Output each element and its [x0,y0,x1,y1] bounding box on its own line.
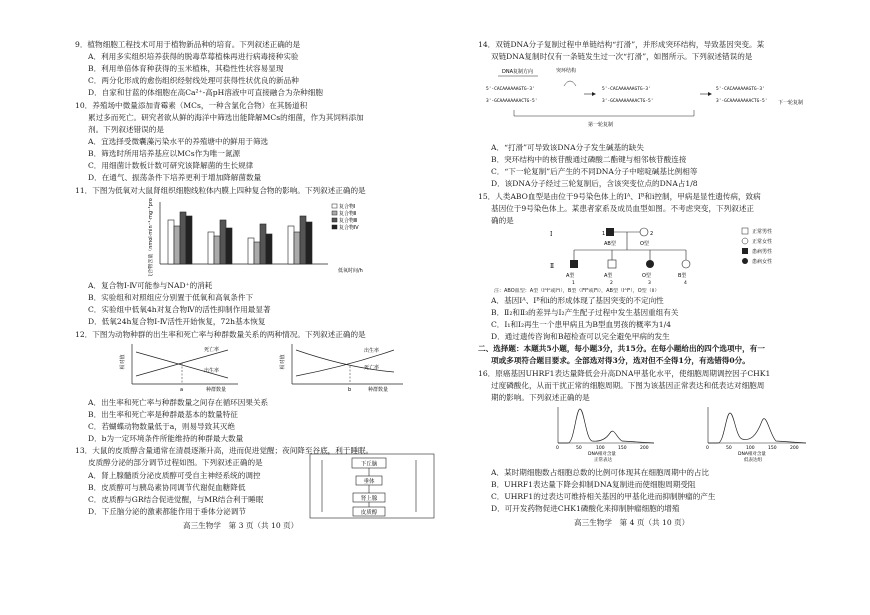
q10-option-c: C．用细菌计数板计数可研究该降解菌的生长规律 [88,161,254,170]
svg-text:第一轮复制: 第一轮复制 [588,122,614,128]
q11-ylabel: 复合物含量（nmol·min⁻¹·mg⁻¹pro） [148,198,154,276]
svg-text:DNA相对含量: DNA相对含量 [588,452,616,457]
left-page-footer: 高三生物学 第 3 页（共 10 页） [183,521,299,530]
q16-stem-line2: 过度磷酸化，从而干扰正常的细胞周期。下图为该基因正常表达和低表达对细胞周 [491,381,765,390]
q15-option-d: D．通过遗传咨询和B超检查可以完全避免甲病的发生 [491,332,670,341]
q12-option-d: D．b为一定环境条件所能维持的种群最大数量 [88,434,244,443]
svg-text:O型: O型 [642,273,651,279]
q12-graphs [118,342,418,394]
svg-text:2: 2 [650,231,654,237]
q14-stem-line1: 14．双链DNA分子复制过程中单链结构“打滑”，并形成突环结构，导致基因突变。某 [478,40,765,49]
q16-option-d: D．可开发药物促进CHK1磷酸化来抑制肿瘤细胞的增殖 [491,504,680,513]
svg-text:b: b [348,387,352,393]
q12-option-b: B．出生率和死亡率是种群最基本的数量特征 [88,410,238,419]
q11-option-d: D．低氧24h复合物Ⅰ-Ⅳ活性开始恢复，72h基本恢复 [88,317,266,326]
svg-text:DNA相对含量: DNA相对含量 [738,452,766,457]
svg-text:3'-GCAAAAAAAACTG-5': 3'-GCAAAAAAAACTG-5' [602,99,654,104]
q9-option-d: D．自家和甘蓝的体细胞在高Ca²⁺-高pH溶液中可直接融合为杂种细胞 [88,88,323,97]
svg-text:B型: B型 [678,273,687,279]
svg-text:2: 2 [610,281,613,286]
right-page-footer: 高三生物学 第 4 页（共 10 页） [574,518,690,527]
q11-option-a: A．复合物Ⅰ-Ⅳ可能参与NAD⁺的消耗 [88,281,213,290]
q16-option-c: C．UHRF1的过表达可维持相关基因的甲基化进而抑制肿瘤的产生 [491,492,716,501]
svg-text:5'-CACAAAAAAGTG-3': 5'-CACAAAAAAGTG-3' [716,87,765,92]
svg-text:DNA复制方向: DNA复制方向 [502,69,534,75]
q14-stem-line2: 双链DNA复制时仅有一条链发生过一次“打滑”，如图所示。下列叙述错误的是 [491,52,753,61]
q13-diagram [308,452,436,520]
q15-stem-line1: 15．人类ABO血型是由位于9号染色体上的Iᴬ、Iᴮ和i控制，甲病是显性遗传病，致病 [478,192,761,201]
q15-option-c: C．Ⅰ₁和Ⅰ₂再生一个患甲病且为B型血男孩的概率为1/4 [491,320,671,329]
svg-text:200: 200 [790,446,799,451]
svg-text:复合物Ⅳ: 复合物Ⅳ [339,225,359,231]
svg-text:肾上腺: 肾上腺 [360,496,378,502]
svg-text:O型: O型 [640,241,649,247]
svg-text:a: a [180,387,184,393]
q10-option-d: D．在通气、振荡条件下培养更利于增加降解菌数量 [88,173,262,182]
svg-text:A型: A型 [604,273,613,279]
svg-text:死亡率: 死亡率 [364,365,380,371]
section2-header-line2: 项或多项符合题目要求。全部选对得3分，选对但不全得1分，有选错得0分。 [491,356,750,365]
q14-option-b: B．突环结构中的核苷酸通过磷酸二酯键与相邻核苷酸连接 [491,155,687,164]
svg-text:0: 0 [706,446,709,451]
q11-bar-chart [148,198,378,276]
q16-option-a: A．某时期细胞数占细胞总数的比例可体现其在细胞周期中的占比 [491,468,710,477]
svg-text:50: 50 [726,446,732,451]
q13-stem-line1: 13．大鼠的皮质醇含量通常在清晨逐渐升高，进而促进觉醒；夜间降至谷底，利于睡眠。 [75,446,374,455]
svg-text:低表达组: 低表达组 [744,458,762,463]
q12-stem: 12．下图为动物种群的出生率和死亡率与种群数量关系的两种情况。下列叙述正确的是 [75,330,366,339]
svg-text:3'-GCAAAAAAAACTG-5': 3'-GCAAAAAAAACTG-5' [716,99,768,104]
svg-text:5'-CACAAAAAAGTG-3': 5'-CACAAAAAAGTG-3' [602,87,651,92]
svg-text:下一轮复制: 下一轮复制 [778,100,804,106]
svg-text:正常女性: 正常女性 [752,239,773,245]
svg-text:AB型: AB型 [604,241,616,247]
q13-option-b: B．皮质醇可与胰岛素协同调节代谢促血糖降低 [88,483,246,492]
svg-text:突环结构: 突环结构 [556,68,577,74]
right-page [474,0,846,615]
q16-option-b: B．UHRF1表达量下降会抑制DNA复制进而使细胞周期受阻 [491,480,696,489]
q16-flow-histograms [544,403,824,463]
svg-text:Ⅱ: Ⅱ [550,263,555,270]
q14-option-a: A．“打滑”可导致该DNA分子发生碱基的缺失 [491,143,644,152]
svg-text:种群数量: 种群数量 [206,387,227,393]
svg-text:皮质醇: 皮质醇 [360,510,378,516]
svg-text:A型: A型 [566,273,575,279]
svg-text:出生率: 出生率 [364,348,380,354]
svg-text:患病女性: 患病女性 [752,259,773,265]
q10-stem-line3: 剂。下列叙述错误的是 [88,125,164,134]
q15-pedigree [494,224,834,288]
q14-option-c: C．“下一轮复制”后产生的不同DNA分子中嘧啶碱基比例相等 [491,167,698,176]
svg-text:相对值: 相对值 [120,354,126,370]
svg-text:复合物Ⅱ: 复合物Ⅱ [339,211,357,217]
q10-stem-line2: 累过多而死亡。研究者欲从鲜的海洋中筛选出能降解MCs的细菌，作为其饲料添加 [88,113,364,122]
left-page [58,0,446,615]
q11-option-c: C．实验组中低氧4h对复合物Ⅳ的活性抑制作用最显著 [88,305,271,314]
svg-text:患病男性: 患病男性 [752,249,773,255]
q10-option-b: B．筛选时所用培养基应以MCs作为唯一氮源 [88,149,241,158]
q10-option-a: A．宜选择受微囊藻污染水平的养殖塘中的鲜用于筛选 [88,137,269,146]
q11-legend [332,203,359,231]
svg-text:出生率: 出生率 [204,368,220,374]
svg-text:种群数量: 种群数量 [368,387,389,393]
svg-text:垂体: 垂体 [363,479,375,485]
svg-text:复合物Ⅰ: 复合物Ⅰ [339,204,356,210]
q14-option-d: D．该DNA分子经过三轮复制后，含该突变位点的DNA占1/8 [491,179,698,188]
svg-text:1: 1 [572,281,575,286]
q9-option-c: C．两分化形成的愈伤组织经射线处理可获得性状优良的新品种 [88,76,299,85]
svg-text:0: 0 [556,446,559,451]
q15-stem-line2: 基因位于9号染色体上。某患者家系及成员血型如图。不考虑突变，下列叙述正 [491,204,755,213]
q12-option-a: A．出生率和死亡率与种群数量之间存在循环因果关系 [88,398,269,407]
q13-option-a: A．肾上腺髓质分泌皮质醇可受自主神经系统的调控 [88,471,261,480]
svg-text:3'-GCAAAAAAAACTG-5': 3'-GCAAAAAAAACTG-5' [486,99,538,104]
svg-text:50: 50 [576,446,582,451]
q10-stem-line1: 10．养殖场中微量添加青霉素（MCs，一种含氯化合物）在其肠道积 [75,101,308,110]
svg-text:100: 100 [596,446,605,451]
svg-text:4: 4 [684,281,687,286]
svg-text:150: 150 [618,446,627,451]
q16-stem-line1: 16．原癌基因UHRF1表达量降低会升高DNA甲基化水平，使细胞周期调控因子CHK1 [478,369,771,378]
q15-note: 注：ABO血型：A型（IᴬIᴬ或Iᴬi），B型（IᴮIᴮ或Iᴮi），AB型（IᴬIᴮ），O型（ii） [494,288,660,294]
svg-text:5'-CACAAAAAAGTG-3': 5'-CACAAAAAAGTG-3' [486,87,535,92]
q11-xaxis-title: 低氧时间/h [338,268,363,274]
q16-stem-line3: 期的影响。下列叙述正确的是 [491,393,590,402]
q9-option-b: B．利用单倍体育种获得的玉米植株，其稳性性状容易显现 [88,64,284,73]
q11-stem: 11．下图为低氧对大鼠肾组织细胞线粒体内膜上四种复合物的影响。下列叙述正确的是 [75,186,366,195]
svg-text:150: 150 [768,446,777,451]
svg-text:100: 100 [746,446,755,451]
q15-option-b: B．Ⅱ₂和Ⅱ₃的差异与Ⅰ₂产生配子过程中发生基因重组有关 [491,308,679,317]
svg-text:正常表达: 正常表达 [594,458,612,463]
svg-text:正常男性: 正常男性 [752,229,773,235]
q9-option-a: A．利用多实组织培养获得的脱毒草莓植株再进行病毒接种实验 [88,52,299,61]
svg-text:复合物Ⅲ: 复合物Ⅲ [339,218,358,224]
q13-option-d: D．下丘脑分泌的激素都能作用于垂体分泌调节 [88,507,246,516]
section2-header-line1: 二、选择题：本题共5小题，每小题3分，共15分。在每小题给出的四个选项中，有一 [478,344,765,353]
svg-text:相对值: 相对值 [280,354,286,370]
q11-bars [168,212,312,264]
q14-dna-diagram [484,64,834,132]
q15-stem-line3: 确的是 [491,216,514,225]
q9-stem: 9．植物细胞工程技术可用于植物新品种的培育。下列叙述正确的是 [75,40,301,49]
svg-text:200: 200 [640,446,649,451]
q12-option-c: C．若蝴蝶动物数量低于a，则易导致其灭绝 [88,422,236,431]
q11-option-b: B．实验组和对照组应分别置于低氧和高氧条件下 [88,293,254,302]
q15-option-a: A．基因Iᴬ、Iᴮ和i的形成体现了基因突变的不定向性 [491,296,664,305]
svg-text:死亡率: 死亡率 [204,347,220,353]
svg-text:下丘脑: 下丘脑 [360,461,378,468]
q13-stem-line2: 皮质醇分泌的部分调节过程如图。下列叙述正确的是 [88,458,263,467]
q13-option-c: C．皮质醇与GR结合促进觉醒，与MR结合利于睡眠 [88,495,264,504]
svg-text:Ⅰ: Ⅰ [550,231,553,238]
svg-text:3: 3 [648,281,651,286]
svg-text:1: 1 [602,231,606,237]
